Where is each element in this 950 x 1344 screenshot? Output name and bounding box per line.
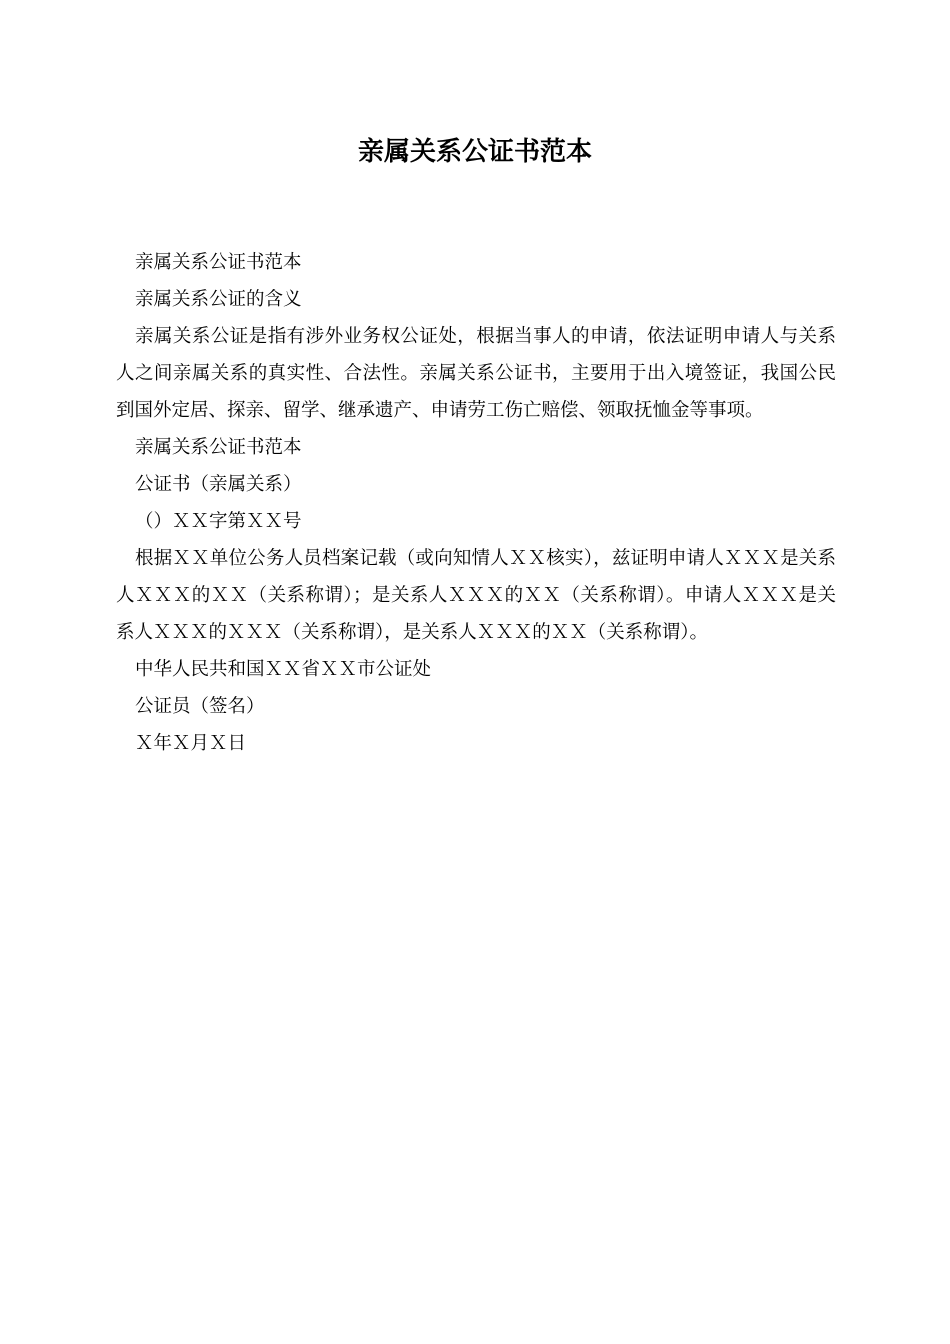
paragraph-date: Ｘ年Ｘ月Ｘ日 [135,733,247,754]
document-title: 亲属关系公证书范本 [357,137,592,167]
paragraph-certificate-number: （）ＸＸ字第ＸＸ号 [135,511,302,532]
paragraph-notary-office: 中华人民共和国ＸＸ省ＸＸ市公证处 [135,659,432,680]
document-body [116,244,836,762]
paragraph-definition: 亲属关系公证是指有涉外业务权公证处，根据当事人的申请，依法证明申请人与关系人之间亲属关系的真实性、合法性。亲属关系公证书，主要用于出入境签证，我国公民到国外定居、探亲、留学、继承遗产、申请劳工伤亡赔偿、领取抚恤金等事项。 [116,326,836,421]
paragraph-heading-sample: 亲属关系公证书范本 [135,252,302,273]
paragraph-heading-sample-2: 亲属关系公证书范本 [135,437,302,458]
paragraph-certificate-title: 公证书（亲属关系） [135,474,302,495]
paragraph-notary-signature: 公证员（签名） [135,696,265,717]
paragraph-certificate-content: 根据ＸＸ单位公务人员档案记载（或向知情人ＸＸ核实），兹证明申请人ＸＸＸ是关系人ＸＸＸ的ＸＸ（关系称谓）；是关系人ＸＸＸ的ＸＸ（关系称谓）。申请人ＸＸＸ是关系人ＸＸＸ的ＸＸＸ（关系称谓），是关系人ＸＸＸ的ＸＸ（关系称谓）。 [116,548,836,643]
paragraph-heading-meaning: 亲属关系公证的含义 [135,289,302,310]
